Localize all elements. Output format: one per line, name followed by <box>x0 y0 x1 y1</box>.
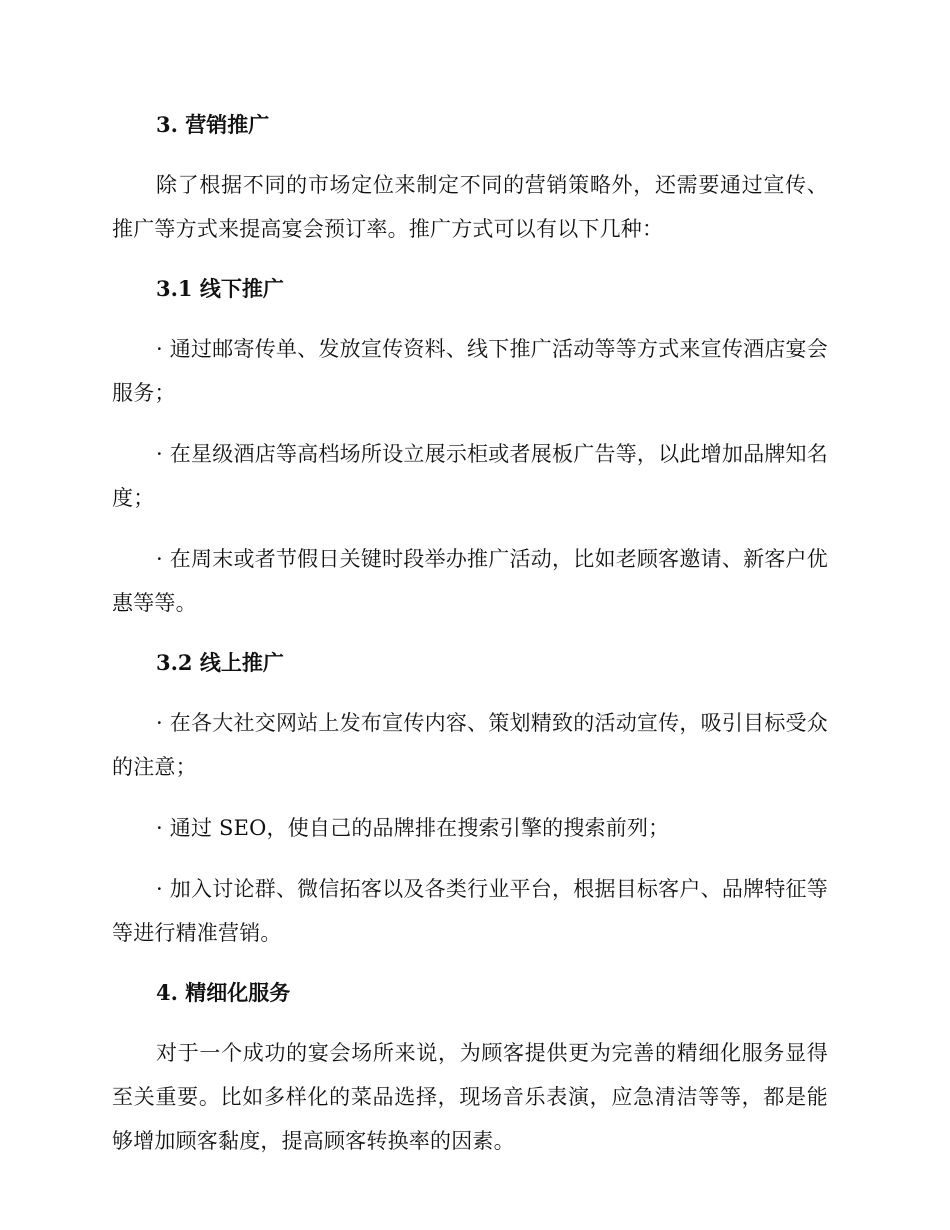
section-heading-offline: 3.1 线下推广 <box>156 276 284 301</box>
section-heading-refined-service: 4. 精细化服务 <box>156 980 291 1005</box>
document-body <box>112 104 828 1180</box>
paragraph-marketing-intro: 除了根据不同的市场定位来制定不同的营销策略外，还需要通过宣传、推广等方式来提高宴会预订率。推广方式可以有以下几种： <box>112 173 828 241</box>
bullet-item-offline-1: · 通过邮寄传单、发放宣传资料、线下推广活动等等方式来宣传酒店宴会服务； <box>112 337 828 405</box>
bullet-item-online-2: · 通过 SEO，使自己的品牌排在搜索引擎的搜索前列； <box>156 816 670 840</box>
paragraph-refined-service: 对于一个成功的宴会场所来说，为顾客提供更为完善的精细化服务显得至关重要。比如多样化的菜品选择，现场音乐表演，应急清洁等等，都是能够增加顾客黏度，提高顾客转换率的因素。 <box>112 1041 828 1153</box>
bullet-item-offline-3: · 在周末或者节假日关键时段举办推广活动，比如老顾客邀请、新客户优惠等等。 <box>112 547 828 615</box>
bullet-item-online-3: · 加入讨论群、微信拓客以及各类行业平台，根据目标客户、品牌特征等等进行精准营销。 <box>112 877 828 945</box>
bullet-item-online-1: · 在各大社交网站上发布宣传内容、策划精致的活动宣传，吸引目标受众的注意； <box>112 711 828 779</box>
section-heading-marketing: 3. 营销推广 <box>156 112 270 137</box>
section-heading-online: 3.2 线上推广 <box>156 650 284 675</box>
bullet-item-offline-2: · 在星级酒店等高档场所设立展示柜或者展板广告等，以此增加品牌知名度； <box>112 442 828 510</box>
